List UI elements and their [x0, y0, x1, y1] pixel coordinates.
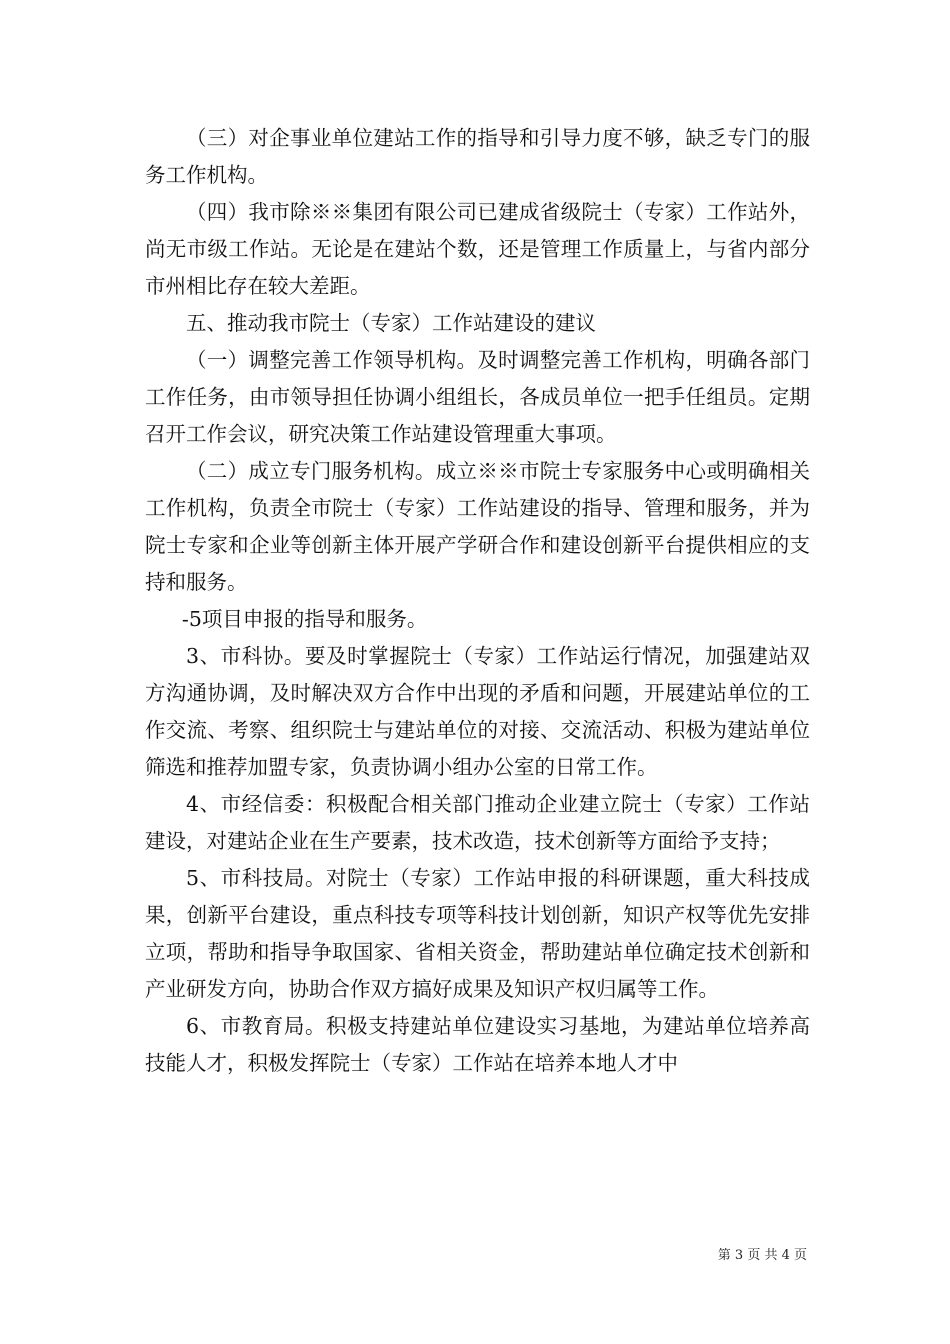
paragraph-fragment: -5项目申报的指导和服务。	[181, 607, 428, 631]
paragraph-issue-3: （三）对企事业单位建站工作的指导和引导力度不够，缺乏专门的服务工作机构。	[145, 126, 810, 187]
paragraph-suggestion-2: （二）成立专门服务机构。成立※※市院士专家服务中心或明确相关工作机构，负责全市院士（专家）工作站建设的指导、管理和服务，并为院士专家和企业等创新主体开展产学研合作和建设创新平台提供相应的支持和服务。	[145, 459, 810, 594]
document-body	[145, 120, 810, 1082]
paragraph-suggestion-1: （一）调整完善工作领导机构。及时调整完善工作机构，明确各部门工作任务，由市领导担任协调小组组长，各成员单位一把手任组员。定期召开工作会议，研究决策工作站建设管理重大事项。	[145, 348, 810, 446]
paragraph-item-4: 4、市经信委：积极配合相关部门推动企业建立院士（专家）工作站建设，对建站企业在生产要素，技术改造，技术创新等方面给予支持；	[145, 792, 810, 853]
page-number-footer: 第 3 页 共 4 页	[717, 1248, 807, 1263]
paragraph-item-3: 3、市科协。要及时掌握院士（专家）工作站运行情况，加强建站双方沟通协调，及时解决双方合作中出现的矛盾和问题，开展建站单位的工作交流、考察、组织院士与建站单位的对接、交流活动、积极为建站单位筛选和推荐加盟专家，负责协调小组办公室的日常工作。	[145, 644, 810, 779]
section-heading-suggestions: 五、推动我市院士（专家）工作站建设的建议	[186, 311, 596, 335]
paragraph-item-5: 5、市科技局。对院士（专家）工作站申报的科研课题，重大科技成果，创新平台建设，重点科技专项等科技计划创新，知识产权等优先安排立项，帮助和指导争取国家、省相关资金，帮助建站单位确定技术创新和产业研发方向，协助合作双方搞好成果及知识产权归属等工作。	[145, 866, 810, 1001]
paragraph-item-6: 6、市教育局。积极支持建站单位建设实习基地，为建站单位培养高技能人才，积极发挥院士（专家）工作站在培养本地人才中	[145, 1014, 810, 1075]
paragraph-issue-4: （四）我市除※※集团有限公司已建成省级院士（专家）工作站外，尚无市级工作站。无论是在建站个数，还是管理工作质量上，与省内部分市州相比存在较大差距。	[145, 200, 810, 298]
